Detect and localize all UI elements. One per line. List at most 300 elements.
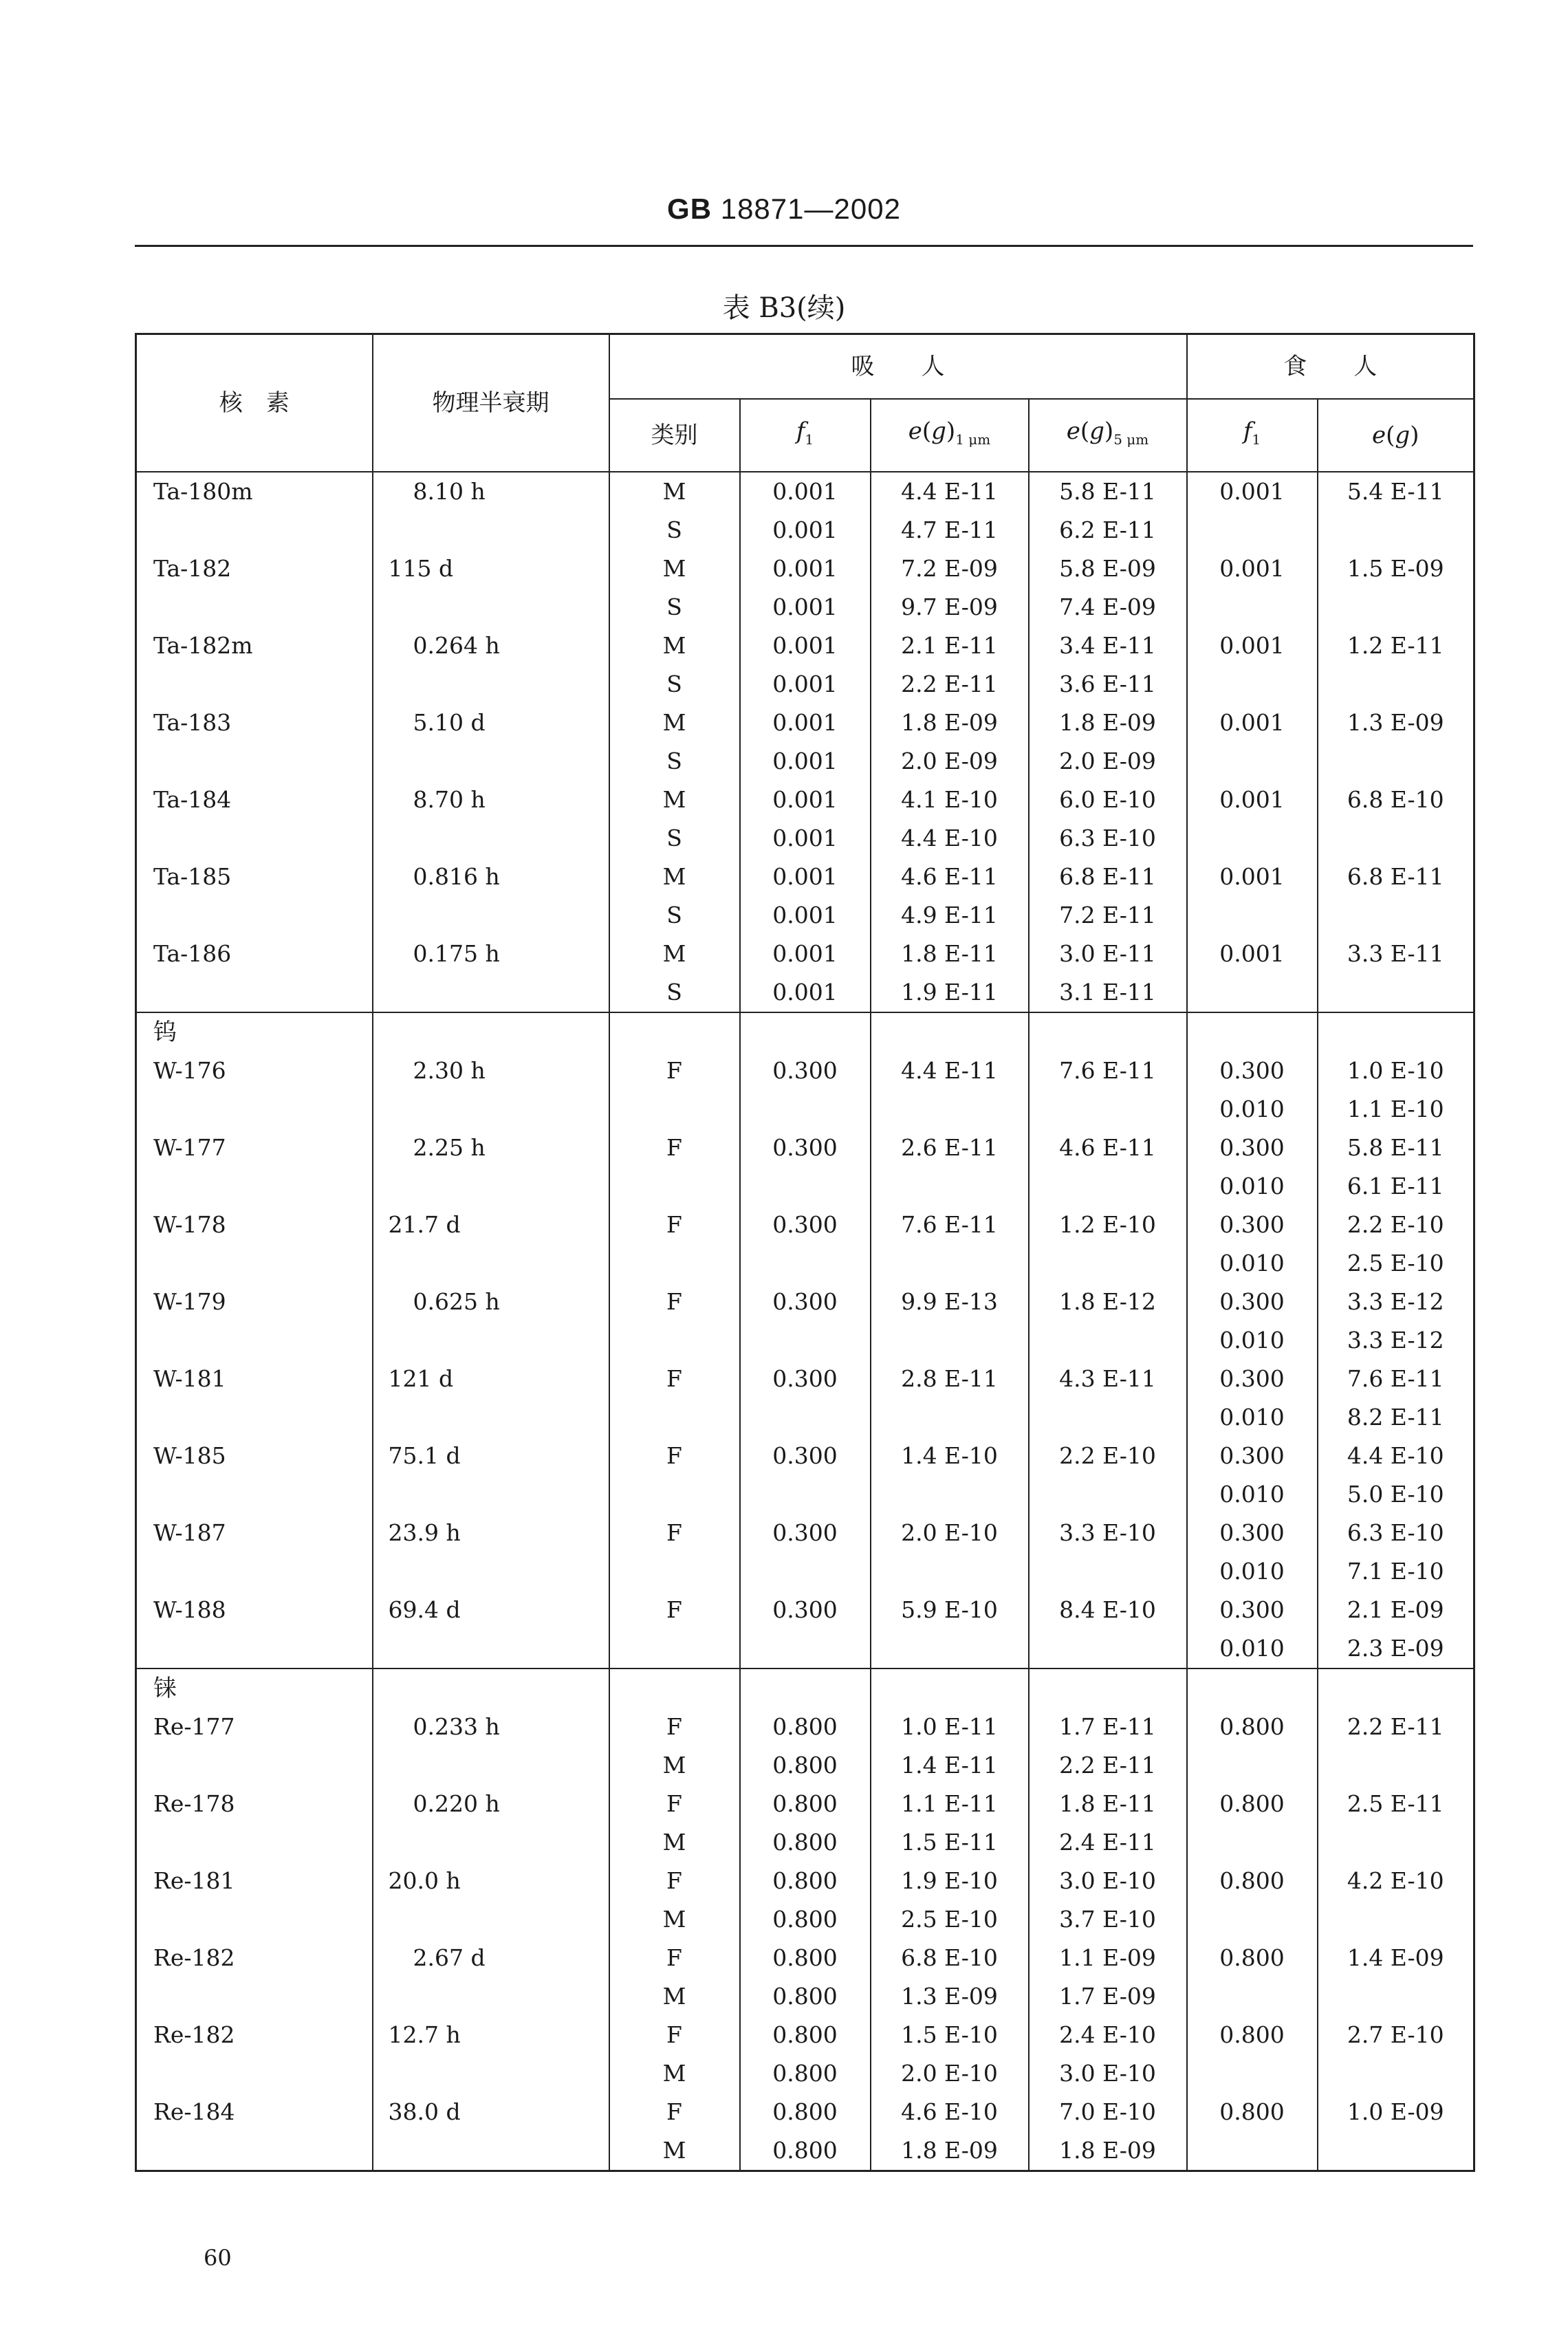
ingestion-f1-cell: 0.300 [1187,1591,1318,1629]
nuclide-cell [136,819,373,858]
e-5um-cell [1029,1552,1187,1591]
half-life-cell [373,1244,609,1283]
type-cell: M [609,858,740,896]
table-row [136,2016,1474,2054]
half-life-cell [373,1629,609,1668]
table-row [136,1629,1474,1668]
half-life-cell [373,1398,609,1437]
e-1um-cell: 9.7 E-09 [871,588,1029,627]
inhalation-f1-cell [740,1629,871,1668]
ingestion-eg-cell [1318,1823,1474,1862]
half-life-cell: 2.30 h [373,1052,609,1090]
e-1um-cell: 4.4 E-10 [871,819,1029,858]
e-5um-cell: 2.2 E-11 [1029,1746,1187,1785]
ingestion-f1-cell: 0.800 [1187,2016,1318,2054]
nuclide-cell: Ta-180m [136,472,373,511]
table-row [136,1360,1474,1398]
inhalation-f1-cell: 0.001 [740,819,871,858]
ingestion-f1-cell: 0.010 [1187,1090,1318,1129]
ingestion-f1-cell [1187,588,1318,627]
e-1um-cell: 1.4 E-11 [871,1746,1029,1785]
inhalation-f1-cell: 0.300 [740,1437,871,1475]
table-row [136,550,1474,588]
ingestion-f1-cell: 0.300 [1187,1360,1318,1398]
ingestion-eg-cell: 3.3 E-12 [1318,1321,1474,1360]
e-1um-cell: 1.4 E-10 [871,1437,1029,1475]
ingestion-f1-cell: 0.010 [1187,1321,1318,1360]
half-life-cell [373,973,609,1012]
nuclide-cell [136,1977,373,2016]
ingestion-eg-cell: 2.5 E-10 [1318,1244,1474,1283]
half-life-cell: 38.0 d [373,2093,609,2131]
type-cell: M [609,550,740,588]
type-cell: F [609,1206,740,1244]
half-life-cell [373,1475,609,1514]
ingestion-eg-cell: 1.0 E-09 [1318,2093,1474,2131]
e-5um-cell: 4.6 E-11 [1029,1129,1187,1167]
half-life-cell: 8.70 h [373,781,609,819]
inhalation-f1-cell: 0.800 [740,2093,871,2131]
type-cell: M [609,935,740,973]
half-life-cell [373,1977,609,2016]
half-life-cell [373,511,609,550]
table-row [136,1283,1474,1321]
ingestion-eg-cell: 2.2 E-11 [1318,1708,1474,1746]
ingestion-f1-cell: 0.010 [1187,1398,1318,1437]
ingestion-eg-cell: 7.1 E-10 [1318,1552,1474,1591]
ingestion-f1-cell: 0.010 [1187,1167,1318,1206]
type-cell: M [609,781,740,819]
e-5um-cell: 3.0 E-11 [1029,935,1187,973]
inhalation-f1-cell: 0.800 [740,1746,871,1785]
page-header [0,193,1568,226]
inhalation-f1-cell: 0.001 [740,858,871,896]
table-row [136,472,1474,511]
half-life-cell [373,2131,609,2171]
table-row [136,704,1474,742]
nuclide-cell [136,973,373,1012]
page-number: 60 [204,2245,232,2271]
type-cell: M [609,704,740,742]
e-1um-cell: 1.8 E-09 [871,2131,1029,2171]
inhalation-f1-cell: 0.800 [740,1939,871,1977]
e-1um-cell: 6.8 E-10 [871,1939,1029,1977]
inhalation-f1-cell: 0.001 [740,781,871,819]
empty-cell [1187,1668,1318,1708]
e-5um-cell: 1.7 E-11 [1029,1708,1187,1746]
header-prefix: GB [667,193,712,225]
element-name: 钨 [136,1012,373,1052]
empty-cell [740,1668,871,1708]
col-nuclide: 核 素 [136,334,373,472]
ingestion-eg-cell: 2.7 E-10 [1318,2016,1474,2054]
e-1um-cell: 1.8 E-09 [871,704,1029,742]
nuclide-cell: Ta-184 [136,781,373,819]
type-cell [609,1167,740,1206]
inhalation-f1-cell: 0.001 [740,935,871,973]
e-5um-cell: 1.8 E-09 [1029,2131,1187,2171]
table-row [136,1823,1474,1862]
table-row [136,858,1474,896]
half-life-cell: 5.10 d [373,704,609,742]
type-cell: M [609,1823,740,1862]
nuclide-cell: Re-182 [136,1939,373,1977]
nuclide-cell [136,1244,373,1283]
e-5um-cell: 2.4 E-11 [1029,1823,1187,1862]
nuclide-cell [136,2131,373,2171]
ingestion-f1-cell: 0.800 [1187,1785,1318,1823]
inhalation-f1-cell: 0.001 [740,973,871,1012]
table-row [136,1785,1474,1823]
type-cell: F [609,1785,740,1823]
col-type: 类别 [609,399,740,472]
ingestion-eg-cell: 5.8 E-11 [1318,1129,1474,1167]
e-5um-cell: 7.0 E-10 [1029,2093,1187,2131]
half-life-cell: 121 d [373,1360,609,1398]
e-1um-cell: 2.5 E-10 [871,1900,1029,1939]
empty-cell [871,1012,1029,1052]
table-row [136,1167,1474,1206]
col-ing-eg: e(g) [1318,399,1474,472]
nuclide-cell: Ta-182m [136,627,373,665]
type-cell: M [609,2054,740,2093]
nuclide-cell [136,1746,373,1785]
nuclide-cell: Ta-183 [136,704,373,742]
inhalation-f1-cell [740,1244,871,1283]
table-row [136,511,1474,550]
e-5um-cell: 8.4 E-10 [1029,1591,1187,1629]
e-1um-cell: 4.1 E-10 [871,781,1029,819]
empty-cell [1318,1668,1474,1708]
type-cell: F [609,1939,740,1977]
type-cell: F [609,1360,740,1398]
type-cell: F [609,1514,740,1552]
ingestion-eg-cell: 7.6 E-11 [1318,1360,1474,1398]
e-5um-cell: 1.8 E-12 [1029,1283,1187,1321]
half-life-cell: 0.625 h [373,1283,609,1321]
half-life-cell: 23.9 h [373,1514,609,1552]
type-cell: M [609,1746,740,1785]
ingestion-f1-cell: 0.800 [1187,1939,1318,1977]
nuclide-cell: Ta-182 [136,550,373,588]
e-5um-cell: 2.4 E-10 [1029,2016,1187,2054]
ingestion-eg-cell: 5.0 E-10 [1318,1475,1474,1514]
nuclide-cell [136,1167,373,1206]
ingestion-eg-cell [1318,1900,1474,1939]
ingestion-eg-cell [1318,2054,1474,2093]
inhalation-f1-cell: 0.001 [740,472,871,511]
inhalation-f1-cell: 0.001 [740,627,871,665]
ingestion-f1-cell [1187,1977,1318,2016]
inhalation-f1-cell: 0.800 [740,2016,871,2054]
e-5um-cell: 6.0 E-10 [1029,781,1187,819]
e-1um-cell [871,1629,1029,1668]
ingestion-f1-cell: 0.001 [1187,704,1318,742]
e-1um-cell: 5.9 E-10 [871,1591,1029,1629]
table-row [136,1206,1474,1244]
ingestion-f1-cell: 0.800 [1187,2093,1318,2131]
type-cell: F [609,1708,740,1746]
ingestion-f1-cell: 0.001 [1187,935,1318,973]
type-cell: M [609,1900,740,1939]
half-life-cell: 2.25 h [373,1129,609,1167]
e-1um-cell: 2.0 E-10 [871,2054,1029,2093]
e-1um-cell [871,1244,1029,1283]
e-1um-cell: 9.9 E-13 [871,1283,1029,1321]
half-life-cell [373,2054,609,2093]
e-5um-cell: 3.7 E-10 [1029,1900,1187,1939]
ingestion-f1-cell [1187,511,1318,550]
element-group-row [136,1668,1474,1708]
table-row [136,1862,1474,1900]
table-row [136,1398,1474,1437]
e-1um-cell: 1.5 E-11 [871,1823,1029,1862]
nuclide-cell: Ta-186 [136,935,373,973]
e-5um-cell: 3.0 E-10 [1029,2054,1187,2093]
ingestion-f1-cell: 0.010 [1187,1552,1318,1591]
nuclide-cell: W-177 [136,1129,373,1167]
half-life-cell: 69.4 d [373,1591,609,1629]
type-cell [609,1398,740,1437]
e-5um-cell: 1.8 E-09 [1029,704,1187,742]
ingestion-f1-cell [1187,2131,1318,2171]
inhalation-f1-cell: 0.300 [740,1206,871,1244]
nuclide-cell [136,1629,373,1668]
ingestion-f1-cell [1187,973,1318,1012]
ingestion-eg-cell: 4.4 E-10 [1318,1437,1474,1475]
e-1um-cell: 1.5 E-10 [871,2016,1029,2054]
table-row [136,1939,1474,1977]
inhalation-f1-cell: 0.300 [740,1052,871,1090]
e-1um-cell: 2.2 E-11 [871,665,1029,704]
half-life-cell: 21.7 d [373,1206,609,1244]
table-row [136,935,1474,973]
type-cell: S [609,896,740,935]
e-1um-cell: 7.2 E-09 [871,550,1029,588]
ingestion-f1-cell: 0.800 [1187,1862,1318,1900]
ingestion-f1-cell: 0.300 [1187,1514,1318,1552]
ingestion-f1-cell: 0.300 [1187,1052,1318,1090]
nuclide-cell [136,1475,373,1514]
half-life-cell: 115 d [373,550,609,588]
ingestion-eg-cell [1318,588,1474,627]
e-1um-cell: 7.6 E-11 [871,1206,1029,1244]
inhalation-f1-cell: 0.001 [740,665,871,704]
nuclide-cell [136,1321,373,1360]
nuclide-cell: W-185 [136,1437,373,1475]
table-row [136,1052,1474,1090]
half-life-cell: 20.0 h [373,1862,609,1900]
ingestion-f1-cell [1187,665,1318,704]
ingestion-eg-cell: 2.5 E-11 [1318,1785,1474,1823]
e-1um-cell [871,1090,1029,1129]
half-life-cell [373,665,609,704]
col-half-life: 物理半衰期 [373,334,609,472]
ingestion-f1-cell [1187,819,1318,858]
type-cell: F [609,1862,740,1900]
table-row [136,1090,1474,1129]
table-caption: 表 B3(续) [722,292,846,324]
ingestion-eg-cell: 6.3 E-10 [1318,1514,1474,1552]
nuclide-cell [136,1552,373,1591]
ingestion-f1-cell: 0.300 [1187,1283,1318,1321]
inhalation-f1-cell: 0.001 [740,511,871,550]
type-cell: F [609,1052,740,1090]
half-life-cell: 0.233 h [373,1708,609,1746]
element-group-row [136,1012,1474,1052]
table-row [136,1591,1474,1629]
type-cell: M [609,627,740,665]
inhalation-f1-cell: 0.800 [740,1823,871,1862]
half-life-cell [373,588,609,627]
inhalation-f1-cell: 0.300 [740,1129,871,1167]
inhalation-f1-cell [740,1090,871,1129]
inhalation-f1-cell: 0.300 [740,1283,871,1321]
ingestion-f1-cell: 0.001 [1187,627,1318,665]
ingestion-eg-cell [1318,511,1474,550]
ingestion-eg-cell [1318,1977,1474,2016]
e-1um-cell: 4.6 E-11 [871,858,1029,896]
e-1um-cell: 1.9 E-11 [871,973,1029,1012]
type-cell: F [609,1129,740,1167]
col-inhalation: 吸 人 [609,334,1187,400]
ingestion-eg-cell: 1.0 E-10 [1318,1052,1474,1090]
inhalation-f1-cell: 0.800 [740,1977,871,2016]
ingestion-f1-cell [1187,2054,1318,2093]
nuclide-cell: W-187 [136,1514,373,1552]
nuclide-cell: W-176 [136,1052,373,1090]
e-1um-cell [871,1475,1029,1514]
e-5um-cell: 3.1 E-11 [1029,973,1187,1012]
table-row [136,1708,1474,1746]
e-1um-cell [871,1552,1029,1591]
ingestion-eg-cell: 6.8 E-10 [1318,781,1474,819]
inhalation-f1-cell: 0.800 [740,2131,871,2171]
col-ing-f1: $f_1$ [1187,399,1318,472]
half-life-cell: 12.7 h [373,2016,609,2054]
ingestion-eg-cell: 2.1 E-09 [1318,1591,1474,1629]
ingestion-f1-cell [1187,896,1318,935]
e-1um-cell: 1.9 E-10 [871,1862,1029,1900]
type-cell [609,1475,740,1514]
ingestion-eg-cell: 3.3 E-11 [1318,935,1474,973]
empty-cell [609,1012,740,1052]
empty-cell [1029,1012,1187,1052]
table-row [136,665,1474,704]
half-life-cell [373,1167,609,1206]
type-cell [609,1321,740,1360]
nuclide-cell: Re-184 [136,2093,373,2131]
e-5um-cell: 1.2 E-10 [1029,1206,1187,1244]
nuclide-cell [136,896,373,935]
nuclide-cell [136,2054,373,2093]
table-row [136,2054,1474,2093]
inhalation-f1-cell [740,1398,871,1437]
half-life-cell: 0.175 h [373,935,609,973]
ingestion-eg-cell [1318,742,1474,781]
table-row [136,1977,1474,2016]
element-name: 铼 [136,1668,373,1708]
table-row [136,1321,1474,1360]
ingestion-f1-cell: 0.300 [1187,1206,1318,1244]
inhalation-f1-cell: 0.001 [740,704,871,742]
e-1um-cell: 1.3 E-09 [871,1977,1029,2016]
e-5um-cell: 3.3 E-10 [1029,1514,1187,1552]
inhalation-f1-cell [740,1321,871,1360]
half-life-cell [373,819,609,858]
e-5um-cell [1029,1321,1187,1360]
nuclide-cell [136,1090,373,1129]
e-5um-cell [1029,1475,1187,1514]
ingestion-eg-cell: 8.2 E-11 [1318,1398,1474,1437]
ingestion-f1-cell: 0.300 [1187,1437,1318,1475]
ingestion-f1-cell [1187,742,1318,781]
nuclide-cell: W-188 [136,1591,373,1629]
e-1um-cell: 2.6 E-11 [871,1129,1029,1167]
nuclide-cell: W-181 [136,1360,373,1398]
e-5um-cell: 3.4 E-11 [1029,627,1187,665]
ingestion-eg-cell: 1.3 E-09 [1318,704,1474,742]
nuclide-cell: Re-177 [136,1708,373,1746]
ingestion-eg-cell: 1.5 E-09 [1318,550,1474,588]
ingestion-f1-cell: 0.001 [1187,781,1318,819]
empty-cell [1318,1012,1474,1052]
ingestion-eg-cell: 6.1 E-11 [1318,1167,1474,1206]
e-1um-cell [871,1167,1029,1206]
nuclide-cell [136,665,373,704]
nuclide-cell [136,1398,373,1437]
half-life-cell [373,1823,609,1862]
e-1um-cell: 2.0 E-09 [871,742,1029,781]
e-5um-cell: 4.3 E-11 [1029,1360,1187,1398]
ingestion-f1-cell: 0.800 [1187,1708,1318,1746]
e-5um-cell: 7.6 E-11 [1029,1052,1187,1090]
table-row [136,1900,1474,1939]
col-e-1um: $e(g)_{1 \mu m}$ [871,399,1029,472]
e-5um-cell: 1.1 E-09 [1029,1939,1187,1977]
inhalation-f1-cell [740,1167,871,1206]
ingestion-eg-cell: 5.4 E-11 [1318,472,1474,511]
nuclide-cell: Ta-185 [136,858,373,896]
empty-cell [740,1012,871,1052]
e-1um-cell: 2.1 E-11 [871,627,1029,665]
e-1um-cell: 4.4 E-11 [871,1052,1029,1090]
half-life-cell: 0.264 h [373,627,609,665]
inhalation-f1-cell: 0.300 [740,1591,871,1629]
e-5um-cell [1029,1090,1187,1129]
type-cell [609,1090,740,1129]
table-row [136,819,1474,858]
table-row [136,2093,1474,2131]
table-row [136,2131,1474,2171]
inhalation-f1-cell: 0.800 [740,1785,871,1823]
e-1um-cell: 4.4 E-11 [871,472,1029,511]
e-5um-cell: 5.8 E-09 [1029,550,1187,588]
inhalation-f1-cell: 0.800 [740,1862,871,1900]
table-row [136,1746,1474,1785]
type-cell: F [609,2016,740,2054]
table-row [136,627,1474,665]
e-5um-cell: 2.2 E-10 [1029,1437,1187,1475]
type-cell [609,1629,740,1668]
ingestion-eg-cell: 3.3 E-12 [1318,1283,1474,1321]
half-life-cell: 2.67 d [373,1939,609,1977]
inhalation-f1-cell: 0.001 [740,550,871,588]
half-life-cell [373,1090,609,1129]
ingestion-eg-cell [1318,819,1474,858]
ingestion-eg-cell [1318,2131,1474,2171]
ingestion-eg-cell [1318,1746,1474,1785]
